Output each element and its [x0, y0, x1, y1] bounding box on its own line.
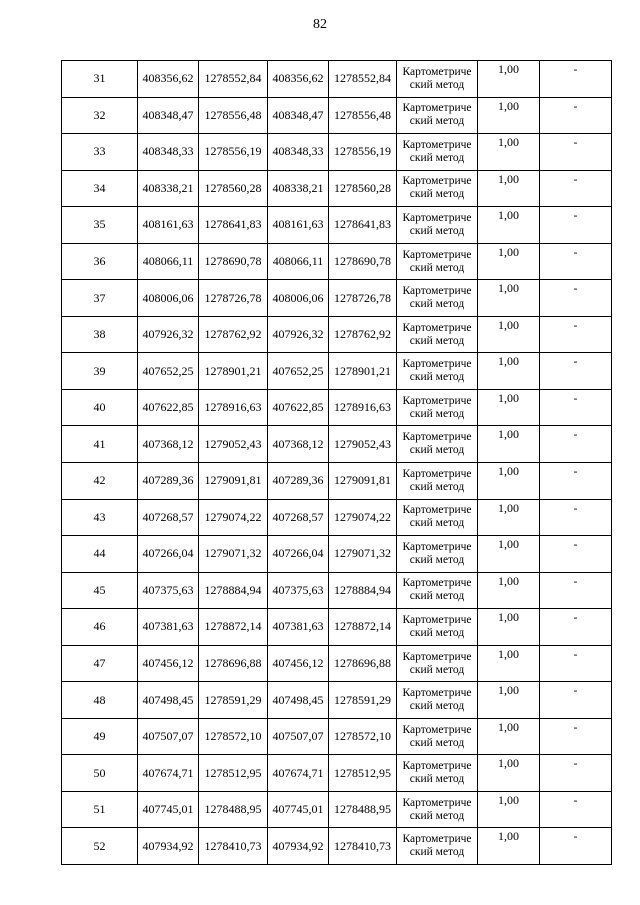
method-line-2: ский метод [409, 517, 465, 530]
method-cell [397, 170, 478, 207]
point-number-cell: 52 [62, 828, 138, 865]
y-coordinate-new-cell: 1278410,73 [329, 828, 397, 865]
method-cell [397, 61, 478, 98]
precision-cell: 1,00 [478, 61, 540, 98]
precision-cell: 1,00 [478, 499, 540, 536]
y-coordinate-cell: 1279052,43 [199, 426, 268, 463]
method-cell [397, 536, 478, 573]
x-coordinate-cell: 407622,85 [138, 389, 199, 426]
method-line-2: ский метод [409, 736, 465, 749]
method-line-2: ский метод [409, 371, 465, 384]
method-line-2: ский метод [409, 590, 465, 603]
x-coordinate-new-cell: 407622,85 [268, 389, 329, 426]
table-row [62, 389, 612, 426]
method-cell [397, 243, 478, 280]
y-coordinate-cell: 1279091,81 [199, 463, 268, 500]
y-coordinate-new-cell: 1278762,92 [329, 316, 397, 353]
point-number-cell: 47 [62, 645, 138, 682]
note-cell: - [540, 609, 612, 646]
method-cell [397, 389, 478, 426]
point-number-cell: 32 [62, 97, 138, 134]
y-coordinate-new-cell: 1278696,88 [329, 645, 397, 682]
y-coordinate-new-cell: 1278641,83 [329, 207, 397, 244]
note-cell: - [540, 499, 612, 536]
y-coordinate-cell: 1278488,95 [199, 791, 268, 828]
precision-cell: 1,00 [478, 97, 540, 134]
precision-cell: 1,00 [478, 682, 540, 719]
method-line-2: ский метод [409, 846, 465, 859]
method-line-2: ский метод [409, 151, 465, 164]
note-cell: - [540, 718, 612, 755]
method-line-2: ский метод [409, 407, 465, 420]
y-coordinate-new-cell: 1279091,81 [329, 463, 397, 500]
method-cell [397, 755, 478, 792]
note-cell: - [540, 791, 612, 828]
method-line-1: Картометриче [402, 833, 472, 846]
point-number-cell: 49 [62, 718, 138, 755]
point-number-cell: 45 [62, 572, 138, 609]
table-row [62, 243, 612, 280]
method-line-1: Картометриче [402, 467, 472, 480]
y-coordinate-new-cell: 1278690,78 [329, 243, 397, 280]
method-line-2: ский метод [409, 224, 465, 237]
y-coordinate-cell: 1278762,92 [199, 316, 268, 353]
y-coordinate-new-cell: 1278552,84 [329, 61, 397, 98]
method-cell [397, 609, 478, 646]
table-row [62, 718, 612, 755]
method-cell [397, 207, 478, 244]
y-coordinate-new-cell: 1278556,48 [329, 97, 397, 134]
precision-cell: 1,00 [478, 791, 540, 828]
method-line-1: Картометриче [402, 540, 472, 553]
method-line-1: Картометриче [402, 431, 472, 444]
x-coordinate-cell: 408356,62 [138, 61, 199, 98]
table-row [62, 280, 612, 317]
y-coordinate-new-cell: 1278556,19 [329, 134, 397, 171]
y-coordinate-cell: 1278916,63 [199, 389, 268, 426]
x-coordinate-cell: 407498,45 [138, 682, 199, 719]
note-cell: - [540, 316, 612, 353]
x-coordinate-cell: 407289,36 [138, 463, 199, 500]
x-coordinate-new-cell: 407674,71 [268, 755, 329, 792]
point-number-cell: 44 [62, 536, 138, 573]
x-coordinate-new-cell: 408066,11 [268, 243, 329, 280]
y-coordinate-new-cell: 1278560,28 [329, 170, 397, 207]
x-coordinate-new-cell: 407268,57 [268, 499, 329, 536]
note-cell: - [540, 207, 612, 244]
point-number-cell: 31 [62, 61, 138, 98]
note-cell: - [540, 134, 612, 171]
method-line-1: Картометриче [402, 760, 472, 773]
x-coordinate-new-cell: 407266,04 [268, 536, 329, 573]
y-coordinate-cell: 1278410,73 [199, 828, 268, 865]
x-coordinate-new-cell: 407745,01 [268, 791, 329, 828]
table-row [62, 61, 612, 98]
precision-cell: 1,00 [478, 645, 540, 682]
y-coordinate-new-cell: 1278901,21 [329, 353, 397, 390]
table-row [62, 207, 612, 244]
x-coordinate-cell: 407375,63 [138, 572, 199, 609]
point-number-cell: 51 [62, 791, 138, 828]
precision-cell: 1,00 [478, 316, 540, 353]
note-cell: - [540, 426, 612, 463]
y-coordinate-new-cell: 1279074,22 [329, 499, 397, 536]
method-cell [397, 353, 478, 390]
note-cell: - [540, 353, 612, 390]
y-coordinate-new-cell: 1278884,94 [329, 572, 397, 609]
note-cell: - [540, 61, 612, 98]
x-coordinate-cell: 407926,32 [138, 316, 199, 353]
method-line-2: ский метод [409, 188, 465, 201]
method-cell [397, 645, 478, 682]
precision-cell: 1,00 [478, 207, 540, 244]
x-coordinate-cell: 408161,63 [138, 207, 199, 244]
note-cell: - [540, 280, 612, 317]
point-number-cell: 35 [62, 207, 138, 244]
precision-cell: 1,00 [478, 243, 540, 280]
x-coordinate-cell: 408066,11 [138, 243, 199, 280]
y-coordinate-new-cell: 1278488,95 [329, 791, 397, 828]
method-cell [397, 316, 478, 353]
method-line-1: Картометриче [402, 358, 472, 371]
point-number-cell: 39 [62, 353, 138, 390]
method-line-2: ский метод [409, 663, 465, 676]
y-coordinate-cell: 1278552,84 [199, 61, 268, 98]
y-coordinate-new-cell: 1278512,95 [329, 755, 397, 792]
x-coordinate-new-cell: 408161,63 [268, 207, 329, 244]
x-coordinate-new-cell: 408006,06 [268, 280, 329, 317]
x-coordinate-cell: 408338,21 [138, 170, 199, 207]
point-number-cell: 42 [62, 463, 138, 500]
precision-cell: 1,00 [478, 134, 540, 171]
method-line-1: Картометриче [402, 796, 472, 809]
table-row [62, 134, 612, 171]
page-number: 82 [313, 17, 327, 32]
y-coordinate-cell: 1278556,19 [199, 134, 268, 171]
x-coordinate-new-cell: 408348,47 [268, 97, 329, 134]
x-coordinate-new-cell: 407456,12 [268, 645, 329, 682]
x-coordinate-cell: 408348,33 [138, 134, 199, 171]
table-row [62, 170, 612, 207]
table-row [62, 499, 612, 536]
note-cell: - [540, 536, 612, 573]
y-coordinate-cell: 1278901,21 [199, 353, 268, 390]
method-line-2: ский метод [409, 773, 465, 786]
point-number-cell: 50 [62, 755, 138, 792]
method-cell [397, 280, 478, 317]
x-coordinate-new-cell: 407926,32 [268, 316, 329, 353]
method-cell [397, 791, 478, 828]
point-number-cell: 38 [62, 316, 138, 353]
point-number-cell: 40 [62, 389, 138, 426]
method-line-2: ский метод [409, 78, 465, 91]
x-coordinate-new-cell: 408348,33 [268, 134, 329, 171]
precision-cell: 1,00 [478, 572, 540, 609]
x-coordinate-new-cell: 407507,07 [268, 718, 329, 755]
x-coordinate-cell: 407745,01 [138, 791, 199, 828]
x-coordinate-cell: 407934,92 [138, 828, 199, 865]
method-line-1: Картометриче [402, 650, 472, 663]
y-coordinate-cell: 1278884,94 [199, 572, 268, 609]
table-row [62, 463, 612, 500]
y-coordinate-cell: 1278560,28 [199, 170, 268, 207]
precision-cell: 1,00 [478, 463, 540, 500]
y-coordinate-cell: 1278556,48 [199, 97, 268, 134]
table-row [62, 536, 612, 573]
x-coordinate-new-cell: 407652,25 [268, 353, 329, 390]
method-line-1: Картометриче [402, 138, 472, 151]
table-row [62, 97, 612, 134]
y-coordinate-cell: 1278690,78 [199, 243, 268, 280]
point-number-cell: 34 [62, 170, 138, 207]
table-body [62, 61, 612, 865]
y-coordinate-new-cell: 1279071,32 [329, 536, 397, 573]
method-line-1: Картометриче [402, 175, 472, 188]
y-coordinate-new-cell: 1279052,43 [329, 426, 397, 463]
method-line-2: ский метод [409, 298, 465, 311]
method-line-1: Картометриче [402, 285, 472, 298]
x-coordinate-cell: 407268,57 [138, 499, 199, 536]
table-row [62, 353, 612, 390]
x-coordinate-new-cell: 408338,21 [268, 170, 329, 207]
x-coordinate-new-cell: 407375,63 [268, 572, 329, 609]
precision-cell: 1,00 [478, 426, 540, 463]
x-coordinate-cell: 407674,71 [138, 755, 199, 792]
method-cell [397, 572, 478, 609]
precision-cell: 1,00 [478, 718, 540, 755]
y-coordinate-new-cell: 1278572,10 [329, 718, 397, 755]
method-line-1: Картометриче [402, 577, 472, 590]
table-row [62, 426, 612, 463]
point-number-cell: 37 [62, 280, 138, 317]
y-coordinate-cell: 1278726,78 [199, 280, 268, 317]
method-cell [397, 426, 478, 463]
method-line-2: ский метод [409, 480, 465, 493]
x-coordinate-cell: 407507,07 [138, 718, 199, 755]
x-coordinate-new-cell: 407289,36 [268, 463, 329, 500]
method-line-1: Картометриче [402, 102, 472, 115]
point-number-cell: 43 [62, 499, 138, 536]
x-coordinate-cell: 407266,04 [138, 536, 199, 573]
y-coordinate-cell: 1278641,83 [199, 207, 268, 244]
y-coordinate-cell: 1278872,14 [199, 609, 268, 646]
precision-cell: 1,00 [478, 280, 540, 317]
x-coordinate-cell: 407381,63 [138, 609, 199, 646]
method-line-1: Картометриче [402, 613, 472, 626]
method-cell [397, 463, 478, 500]
table-row [62, 645, 612, 682]
x-coordinate-cell: 407456,12 [138, 645, 199, 682]
precision-cell: 1,00 [478, 755, 540, 792]
method-line-2: ский метод [409, 809, 465, 822]
method-line-2: ский метод [409, 261, 465, 274]
method-line-1: Картометриче [402, 248, 472, 261]
method-line-2: ский метод [409, 626, 465, 639]
y-coordinate-cell: 1279071,32 [199, 536, 268, 573]
y-coordinate-new-cell: 1278916,63 [329, 389, 397, 426]
note-cell: - [540, 170, 612, 207]
x-coordinate-cell: 408348,47 [138, 97, 199, 134]
method-line-2: ский метод [409, 115, 465, 128]
table-row [62, 755, 612, 792]
x-coordinate-new-cell: 407381,63 [268, 609, 329, 646]
table-row [62, 572, 612, 609]
table-row [62, 609, 612, 646]
y-coordinate-new-cell: 1278726,78 [329, 280, 397, 317]
method-cell [397, 499, 478, 536]
x-coordinate-new-cell: 408356,62 [268, 61, 329, 98]
table-row [62, 791, 612, 828]
method-line-1: Картометриче [402, 504, 472, 517]
note-cell: - [540, 682, 612, 719]
x-coordinate-cell: 408006,06 [138, 280, 199, 317]
y-coordinate-new-cell: 1278591,29 [329, 682, 397, 719]
note-cell: - [540, 463, 612, 500]
method-line-1: Картометриче [402, 687, 472, 700]
method-line-2: ский метод [409, 553, 465, 566]
coordinates-table [61, 60, 612, 865]
x-coordinate-cell: 407652,25 [138, 353, 199, 390]
method-line-1: Картометриче [402, 321, 472, 334]
method-cell [397, 134, 478, 171]
method-line-1: Картометриче [402, 211, 472, 224]
y-coordinate-cell: 1278512,95 [199, 755, 268, 792]
precision-cell: 1,00 [478, 353, 540, 390]
precision-cell: 1,00 [478, 389, 540, 426]
method-line-1: Картометриче [402, 65, 472, 78]
precision-cell: 1,00 [478, 828, 540, 865]
method-cell [397, 828, 478, 865]
note-cell: - [540, 828, 612, 865]
note-cell: - [540, 243, 612, 280]
x-coordinate-new-cell: 407368,12 [268, 426, 329, 463]
note-cell: - [540, 645, 612, 682]
note-cell: - [540, 572, 612, 609]
table-row [62, 828, 612, 865]
point-number-cell: 48 [62, 682, 138, 719]
table-row [62, 316, 612, 353]
y-coordinate-cell: 1278696,88 [199, 645, 268, 682]
method-line-2: ский метод [409, 700, 465, 713]
x-coordinate-cell: 407368,12 [138, 426, 199, 463]
precision-cell: 1,00 [478, 536, 540, 573]
note-cell: - [540, 389, 612, 426]
point-number-cell: 41 [62, 426, 138, 463]
method-line-1: Картометриче [402, 394, 472, 407]
point-number-cell: 33 [62, 134, 138, 171]
y-coordinate-cell: 1278572,10 [199, 718, 268, 755]
table-row [62, 682, 612, 719]
method-cell [397, 718, 478, 755]
x-coordinate-new-cell: 407498,45 [268, 682, 329, 719]
precision-cell: 1,00 [478, 170, 540, 207]
point-number-cell: 46 [62, 609, 138, 646]
method-cell [397, 682, 478, 719]
method-line-2: ский метод [409, 334, 465, 347]
precision-cell: 1,00 [478, 609, 540, 646]
y-coordinate-new-cell: 1278872,14 [329, 609, 397, 646]
note-cell: - [540, 97, 612, 134]
method-line-1: Картометриче [402, 723, 472, 736]
note-cell: - [540, 755, 612, 792]
x-coordinate-new-cell: 407934,92 [268, 828, 329, 865]
y-coordinate-cell: 1279074,22 [199, 499, 268, 536]
method-cell [397, 97, 478, 134]
y-coordinate-cell: 1278591,29 [199, 682, 268, 719]
method-line-2: ский метод [409, 444, 465, 457]
point-number-cell: 36 [62, 243, 138, 280]
